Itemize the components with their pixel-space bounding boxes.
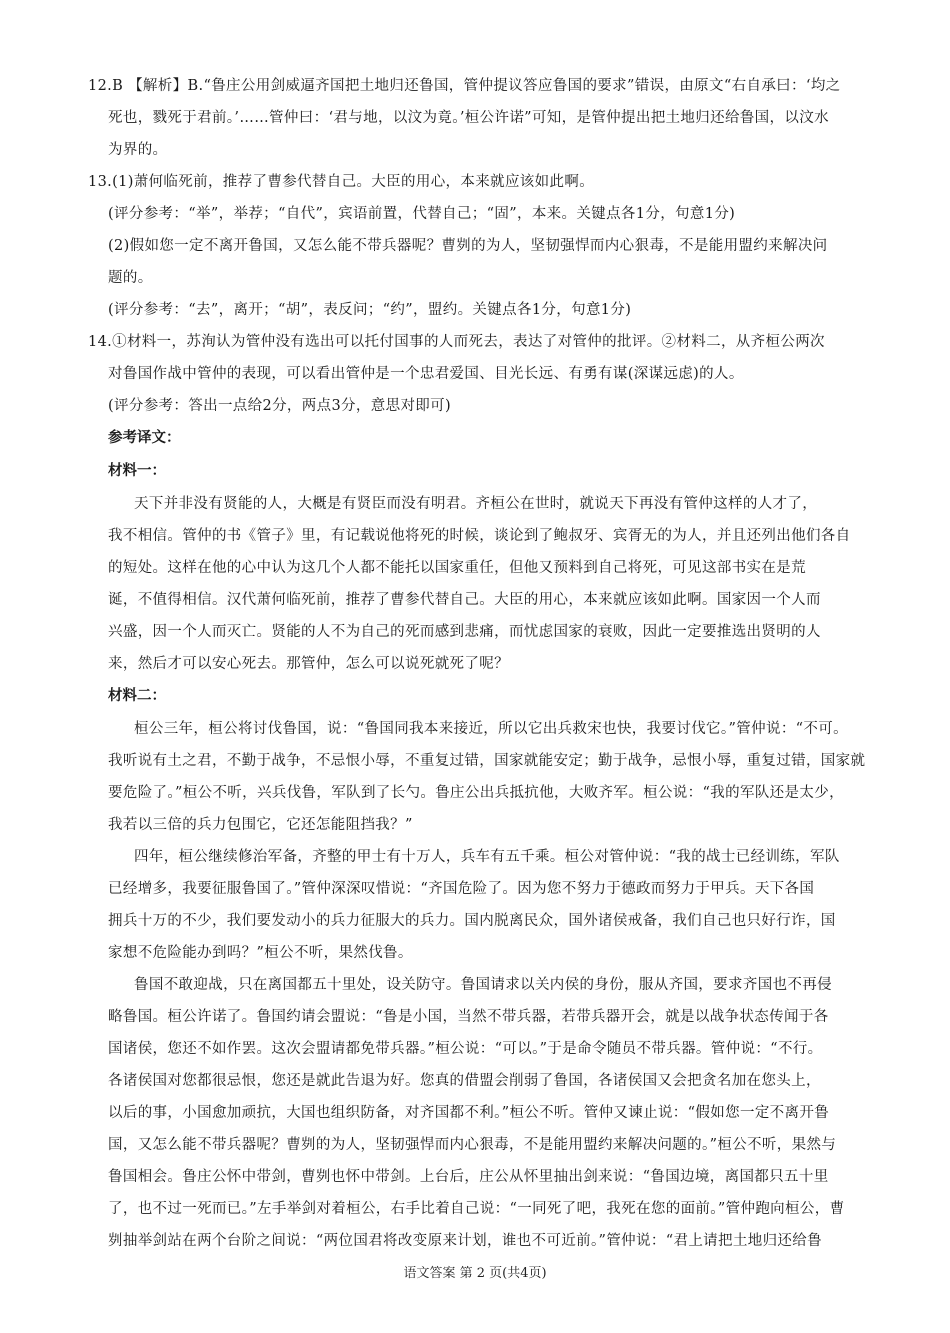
material2-line: 我听说有土之君，不勤于战争，不忌恨小辱，不重复过错，国家就能安定；勤于战争，忌恨小辱，重复过错，国家就 [108,753,866,769]
material2-line: 鲁国相会。鲁庄公怀中带剑，曹刿也怀中带剑。上台后，庄公从怀里抽出剑来说：“鲁国边境，离国都只五十里 [108,1169,829,1185]
page-footer: 语文答案 第 2 页(共4页) [403,1266,547,1281]
q14-line: 对鲁国作战中管仲的表现，可以看出管仲是一个忠君爱国、目光长远、有勇有谋(深谋远虑)的人。 [108,366,744,382]
material2-line: 拥兵十万的不少，我们要发动小的兵力征服大的兵力。国内脱离民众，国外诸侯戒备，我们自己也只好行诈，国 [108,913,836,929]
q13-part1: 13.(1)萧何临死前，推荐了曹参代替自己。大臣的用心，本来就应该如此啊。 [88,174,595,190]
q12-line: 为界的。 [108,142,168,158]
material1-line: 来，然后才可以安心死去。那管仲，怎么可以说死就死了呢？ [108,656,509,672]
q12-line: 12.B 【解析】B.“鲁庄公用剑威逼齐国把土地归还鲁国，管仲提议答应鲁国的要求”错误，由原文“右自承曰：‘均之 [88,78,841,94]
material2-paragraph-2 [88,841,878,969]
question-13 [88,166,878,326]
material1-heading: 材料一： [108,463,166,479]
material2-line: 略鲁国。桓公许诺了。鲁国约请会盟说：“鲁是小国，当然不带兵器，若带兵器开会，就是以战争状态传闻于各 [108,1009,829,1025]
material2-paragraph-1 [88,713,878,841]
q14-line: 14.①材料一，苏洵认为管仲没有选出可以托付国事的人而死去，表达了对管仲的批评。②材料二，从齐桓公两次 [88,334,825,350]
q13-part2-line: 题的。 [108,270,153,286]
material2-line: 国，又怎么能不带兵器呢？曹刿的为人，坚韧强悍而内心狠毒，不是能用盟约来解决问题的。”桓公不听，果然与 [108,1137,837,1153]
material1-line: 兴盛，因一个人而灭亡。贤能的人不为自己的死而感到悲痛，而忧虑国家的衰败，因此一定要推选出贤明的人 [108,624,821,640]
material2-line: 国诸侯，您还不如作罢。这次会盟请都免带兵器。”桓公说：“可以。”于是命令随员不带兵器。管仲说：“不行。 [108,1041,823,1057]
material2-line: 家想不危险能办到吗？”桓公不听，果然伐鲁。 [108,945,413,961]
material1-line: 的短处。这样在他的心中认为这几个人都不能托以国家重任，但他又预料到自己将死，可见这部书实在是荒 [108,560,806,576]
question-12 [88,70,878,166]
answer-page [88,70,878,1257]
translation-heading: 参考译文： [108,430,181,446]
material2-heading: 材料二： [108,688,166,704]
material2-line: 要危险了。”桓公不听，兴兵伐鲁，军队到了长勺。鲁庄公出兵抵抗他，大败齐军。桓公说：“我的军队还是太少， [108,785,844,801]
q13-part2-line: (2)假如您一定不离开鲁国，又怎么能不带兵器呢？曹刿的为人，坚韧强悍而内心狠毒，不是能用盟约来解决问 [108,238,828,254]
material2-paragraph-3 [88,969,878,1257]
material2-line: 桓公三年，桓公将讨伐鲁国，说：“鲁国同我本来接近，所以它出兵救宋也快，我要讨伐它。”管仲说：“不可。 [134,721,848,737]
q12-line: 死也，戮死于君前。’……管仲曰：‘君与地，以汶为竟。’桓公许诺”可知，是管仲提出把土地归还给鲁国，以汶水 [108,110,829,126]
material2-line: 以后的事，小国愈加顽抗，大国也组织防备，对齐国都不利。”桓公不听。管仲又谏止说：“假如您一定不离开鲁 [108,1105,830,1121]
material1-line: 天下并非没有贤能的人，大概是有贤臣而没有明君。齐桓公在世时，就说天下再没有管仲这样的人才了， [134,496,818,512]
material1-paragraph [88,488,878,680]
material2-line: 了，也不过一死而已。”左手举剑对着桓公，右手比着自己说：“一同死了吧，我死在您的面前。”管仲跑向桓公，曹 [108,1201,845,1217]
material2-line: 我若以三倍的兵力包围它，它还怎能阻挡我？” [108,817,413,833]
question-14 [88,326,878,422]
q14-score: (评分参考：答出一点给2分，两点3分，意思对即可) [108,398,452,414]
q13-part2-score: (评分参考：“去”，离开；“胡”，表反问；“约”，盟约。关键点各1分，句意1分) [108,302,632,318]
material2-line: 已经增多，我要征服鲁国了。”管仲深深叹惜说：“齐国危险了。因为您不努力于德政而努力于甲兵。天下各国 [108,881,815,897]
material1-line: 诞，不值得相信。汉代萧何临死前，推荐了曹参代替自己。大臣的用心，本来就应该如此啊。国家因一个人而 [108,592,821,608]
material2-line: 各诸侯国对您都很忌恨，您还是就此告退为好。您真的借盟会削弱了鲁国，各诸侯国又会把贪名加在您头上， [108,1073,821,1089]
material2-line: 四年，桓公继续修治军备，齐整的甲士有十万人，兵车有五千乘。桓公对管仲说：“我的战士已经训练，军队 [134,849,840,865]
material1-line: 我不相信。管仲的书《管子》里，有记载说他将死的时候，谈论到了鲍叔牙、宾胥无的为人，并且还列出他们各自 [108,528,851,544]
q13-part1-score: (评分参考：“举”，举荐；“自代”，宾语前置，代替自己；“固”，本来。关键点各1分，句意1分) [108,206,736,222]
material2-line: 刿抽举剑站在两个台阶之间说：“两位国君将改变原来计划，谁也不可近前。”管仲说：“君上请把土地归还给鲁 [108,1233,822,1249]
material2-line: 鲁国不敢迎战，只在离国都五十里处，设关防守。鲁国请求以关内侯的身份，服从齐国，要求齐国也不再侵 [134,977,832,993]
